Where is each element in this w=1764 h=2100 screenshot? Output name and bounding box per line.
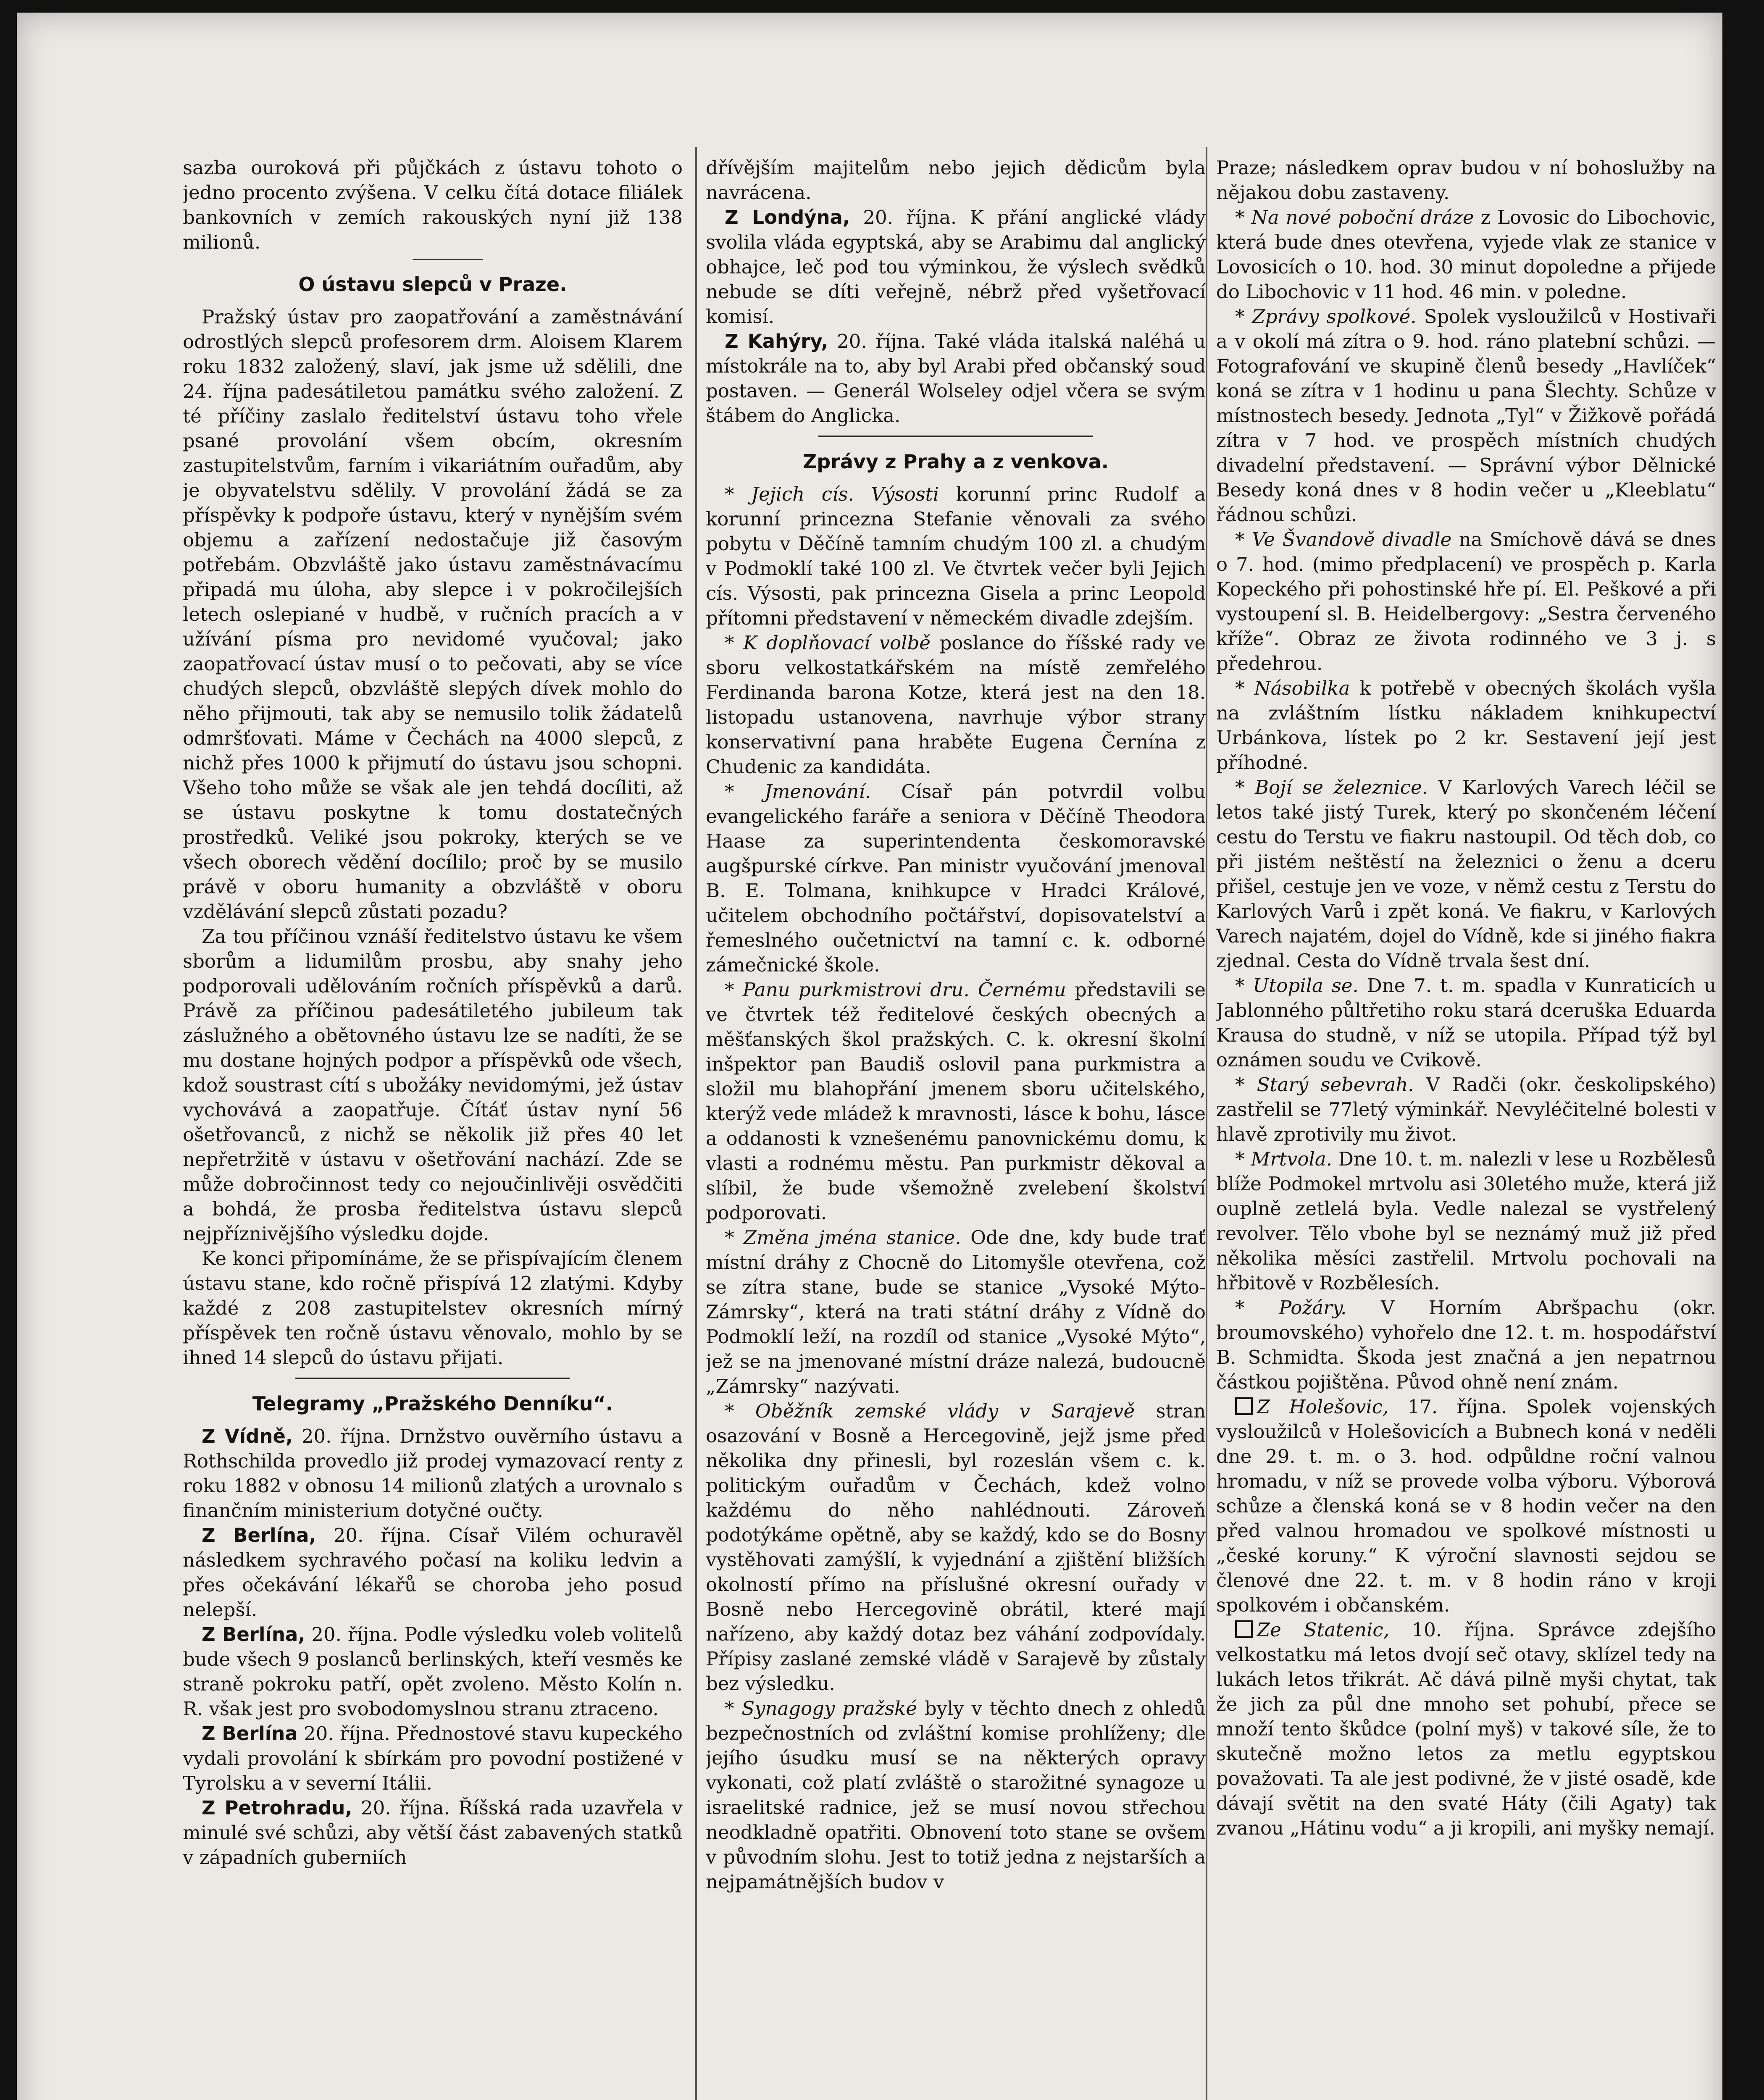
paragraph: Pražský ústav pro zaopatřování a zaměstnávání odrostlých slepců profesorem drm. Aloisem Klarem roku 1832 založený, slaví, jak jsme už sdělili, dne 24. října padesátiletou památku svého založení. Z té příčiny zaslalo ředitelství ústavu toho vřele psané provolání všem obcím, okresním zastupitelstvům, farním i vikariátním ouřadům, aby je obyvatelstvu sdělily. V provolání žádá se za příspěvky k podpoře ústavu, který v nynějším svém objemu a zařízení nedostačuje již časovým potřebám. Obzvláště jako ústavu zaměstnávacímu připadá mu úloha, aby slepce i v pokročilejších letech oslepiané v hudbě, v ručních pracích a v užívání písma pro nevidomé vyučoval; jako zaopatřovací ústav musí o to pečovati, aby se více chudých slepců, obzvláště slepých dívek mohlo do něho přijmouti, tak aby se nemusilo tolik žádatelů odmršťovati. Máme v Čechách na 4000 slepců, z nichž přes 1000 k přijmutí do ústavu jsou schopni. Všeho toho může se však ale jen tehdá docíliti, až se ústavu poskytne k tomu dostatečných prostředků. Veliké jsou pokroky, kterých se ve všech oborech vědění docílilo; proč by se musilo právě v oboru humanity a obzvláště v oboru vzdělávání slepců zůstati pozadu?: [183, 306, 683, 923]
news-item: [1216, 775, 1716, 973]
news-item: [1216, 527, 1716, 676]
telegram-item: [183, 1622, 683, 1721]
news-text: korunní princ Rudolf a korunní princezna Stefanie věnovali za svého pobytu v Děčíně tamním chudým 100 zl. a chudým v Podmoklí také 100 zl. Ve čtvrtek večer byli Jejich cís. Výsosti, pak princezna Gisela a princ Leopold přítomni představení v německém divadle zdejším.: [706, 483, 1206, 629]
telegram-lead: Z Berlína,: [202, 1623, 305, 1646]
news-lead: * Zprávy spolkové.: [1235, 305, 1417, 328]
telegram-item: [183, 1796, 683, 1870]
telegram-lead: Z Vídně,: [202, 1425, 293, 1447]
heading-telegramy: Telegramy „Pražského Denníku“.: [252, 1392, 613, 1415]
column-1: [183, 155, 683, 2100]
telegram-item: [706, 329, 1206, 428]
telegram-text: 20. října. Podle výsledku voleb volitelů bude všech 9 poslanců berlinských, kteří vesměs ke straně pokroku patří, opět zvoleno. Město Kolín n. R. však jest pro svobodomyslnou stranu ztraceno.: [183, 1623, 683, 1720]
news-item: [706, 1696, 1206, 1894]
news-text: Ode dne, kdy bude trať místní dráhy z Chocně do Litomyšle otevřena, což se zítra stane, bude se stanice „Vysoké Mýto-Zámrsky“, která na trati státní dráhy z Vídně do Podmoklí leží, na rozdíl od stanice „Vysoké Mýto“, jež se na jmenované místní dráze nalezá, budoucně „Zámrsky“ nazývati.: [706, 1226, 1206, 1397]
news-item: [1216, 1072, 1716, 1147]
news-item: [1216, 304, 1716, 527]
news-text: V Radči (okr. českolipského) zastřelil se 77letý výminkář. Nevyléčitelné bolesti v hlavě zprotivily mu život.: [1216, 1074, 1716, 1145]
telegram-text: 20. října. Také vláda italská naléhá u místokrále na to, aby byl Arabi před občanský soud postaven. — Generál Wolseley odjel včera se svým štábem do Anglicka.: [706, 330, 1206, 427]
news-text: byly v těchto dnech z ohledů bezpečnostních od zvláštní komise prohlíženy; dle jejího úsudku musí se na některých opravy vykonati, což platí zvláště o starožitné synagoze u israelitské radnice, jež se musí novou střechou neodkladně opatřiti. Obnovení toto stane se ovšem v původním slohu. Jest to totiž jedna z nejstarších a nejpamátnějších budov v: [706, 1697, 1206, 1893]
telegram-item: [183, 1523, 683, 1622]
news-text: představili se ve čtvrtek též ředitelové českých obecných a měšťanských škol pražských. C. k. okresní školní inšpektor pan Baudiš oslovil pana purkmistra a složil mu blahopřání jmenem sboru učitelského, kterýž vede mládež k mravnosti, lásce k bohu, lásce a oddanosti k vznešenému panovnickému domu, k vlasti a rodnému městu. Pan purkmistr děkoval a slíbil, že bude všemožně zvelebení školství podporovati.: [706, 979, 1206, 1224]
telegram-text: 20. října. K přání anglické vlády svolila vláda egyptská, aby se Arabimu dal anglický obhajce, leč pod tou výminkou, že výslech svědků nebude se díti veřejně, nébrž před vyšetřovací komisí.: [706, 206, 1206, 328]
news-item: [1216, 205, 1716, 304]
news-item: [1216, 1295, 1716, 1394]
heading-slepci: O ústavu slepců v Praze.: [298, 273, 567, 296]
news-text: k potřebě v obecných školách vyšla na zvláštním lístku nákladem knihkupectví Urbánkova, lístek po 2 kr. Sestavení její jest příhodné.: [1216, 677, 1716, 774]
checkbox-square-icon: [1235, 1397, 1253, 1415]
news-item: [1216, 973, 1716, 1072]
news-lead: * Starý sebevrah.: [1235, 1074, 1414, 1096]
news-text: 17. října. Spolek vojenských vysloužilců v Holešovicích a Bubnech koná v neděli dne 29. t. m. o 3. hod. odpůldne roční valnou hromadu, v níž se provede volba výboru. Výborová schůze a členská koná se v 8 hodin večer na den před valnou hromadou ve spolkové místnosti u „české koruny.“ K výroční slavnosti sejdou se členové dne 22. t. m. v 8 hodin ráno v kroji spolkovém i občanském.: [1216, 1396, 1716, 1616]
news-text: stran osazování v Bosně a Hercegovině, jejž jsme před několika dny přinesli, byl rozeslán všem c. k. politickým ouřadům v Čechách, kdež volno každému do něho nahlédnouti. Zároveň podotýkáme opětně, aby se každý, kdo se do Bosny vystěhovati zamýšlí, k vyjednání a zjištění bližších okolností přímo na příslušné okresní ouřady v Bosně nebo Hercegovině obrátil, které mají nařízeno, aby každý dotaz bez váhání zodpovídaly. Přípisy zaslané zemské vládě v Sarajevě by zůstaly bez výsledku.: [706, 1400, 1206, 1695]
news-text: z Lovosic do Libochovic, která bude dnes otevřena, vyjede vlak ze stanice v Lovosicích o 10. hod. 30 minut dopoledne a přijede do Libochovic v 11 hod. 46 min. v poledne.: [1216, 206, 1716, 303]
news-lead: * Panu purkmistrovi dru. Černému: [725, 979, 1066, 1001]
checkbox-square-icon: [1235, 1620, 1253, 1638]
short-divider: [413, 259, 483, 260]
paragraph: sazba ouroková při půjčkách z ústavu tohoto o jedno procento zvýšena. V celku čítá dotace filiálek bankovních v zemích rakouských nyní již 138 milionů.: [183, 157, 683, 253]
news-lead: * Bojí se železnice.: [1235, 776, 1428, 798]
telegram-text: 20. října. Drnžstvo ouvěrního ústavu a Rothschilda provedlo již prodej vymazovací renty z roku 1882 v obnosu 14 milionů zlatých a urovnalo s finančním ministerium dotyčné oučty.: [183, 1425, 683, 1522]
column-2: [706, 155, 1206, 2100]
column-rule-left: [695, 147, 697, 2100]
news-item: [706, 977, 1206, 1225]
news-lead: * Změna jména stanice.: [725, 1226, 961, 1249]
news-lead: * Synagogy pražské: [725, 1697, 917, 1719]
telegram-item: [183, 1424, 683, 1523]
news-item: [1216, 676, 1716, 775]
news-item: [706, 482, 1206, 630]
news-lead: * Na nové poboční dráze: [1235, 206, 1474, 228]
news-item: [1216, 1147, 1716, 1295]
section-divider: [295, 1378, 570, 1379]
newspaper-page: [17, 13, 1722, 2100]
news-item: [706, 779, 1206, 977]
news-text: V Horním Abršpachu (okr. broumovského) vyhořelo dne 12. t. m. hospodářství B. Schmidta. Škoda jest značná a jen nepatrnou částkou pojištěna. Původ ohně není znám.: [1216, 1297, 1716, 1393]
paragraph: Za tou příčinou vznáší ředitelstvo ústavu ke všem sborům a lidumilům prosbu, aby snahy jeho podporovali udělováním ročních příspěvků a darů. Právě za příčinou padesátiletého jubileum tak záslužného a obětovného ústavu lze se nadíti, že se mu dostane hojných podpor a příspěvků ode všech, kdož soustrast cítí s ubožáky nevidomými, jež ústav vychovává a zaopatřuje. Čítáť ústav nyní 56 ošetřovanců, z nichž se několik již přes 40 let nepřetržitě v ústavu v ošetřování nachází. Zde se může dobročinnost tedy co nejoučinlivěji osvědčiti a bohdá, že prosba ředitelstva ústavu slepců nejpříznivějšího výsledku dojde.: [183, 925, 683, 1245]
news-lead: * Jmenování.: [725, 780, 871, 803]
news-item: [706, 1399, 1206, 1696]
news-lead: * Jejich cís. Výsosti: [725, 483, 939, 505]
news-item: [706, 1225, 1206, 1399]
paragraph: Praze; následkem oprav budou v ní bohoslužby na nějakou dobu zastaveny.: [1216, 157, 1716, 204]
column-3: [1216, 155, 1716, 2100]
telegram-lead: Z Petrohradu,: [202, 1797, 352, 1819]
telegram-text: 20. října. Říšská rada uzavřela v minulé své schůzi, aby větší část zabavených statků v západních guberniích: [183, 1797, 683, 1869]
paragraph: dřívějším majitelům nebo jejich dědicům byla navrácena.: [706, 157, 1206, 204]
column-rule-right: [1206, 147, 1207, 2100]
news-item: [1216, 1394, 1716, 1617]
news-lead: * Požáry.: [1235, 1297, 1347, 1319]
news-lead: * Utopila se.: [1235, 974, 1359, 997]
heading-zpravy: Zprávy z Prahy a z venkova.: [802, 450, 1109, 473]
telegram-lead: Z Berlína: [202, 1722, 298, 1745]
news-lead: * Oběžník zemské vlády v Sarajevě: [725, 1400, 1135, 1422]
news-lead: * Ve Švandově divadle: [1235, 528, 1452, 551]
telegram-lead: Z Londýna,: [725, 206, 850, 228]
telegram-item: [706, 205, 1206, 329]
news-item: [1216, 1617, 1716, 1840]
telegram-lead: Z Berlína,: [202, 1524, 316, 1546]
news-lead: Z Holešovic,: [1257, 1396, 1389, 1418]
news-lead: * Mrtvola.: [1235, 1148, 1333, 1170]
paragraph: Ke konci připomínáme, že se přispívajícím členem ústavu stane, kdo ročně přispívá 12 zlatými. Kdyby každé z 208 zastupitelstev okresních mírný příspěvek ten ročně ústavu věnovalo, mohlo by se ihned 14 slepců do ústavu přijati.: [183, 1247, 683, 1369]
news-text: Spolek vysloužilců v Hostivaři a v okolí má zítra o 9. hod. ráno platební schůzi. — Fotografování ve skupině členů besedy „Havlíček“ koná se zítra v 1 hodinu u pana Šlechty. Schůze v místnostech besedy. Jednota „Tyl“ v Žižkově pořádá zítra v 7 hod. ve prospěch místních chudých divadelní představení. — Správní výbor Dělnické Besedy koná dnes v 8 hodin večer u „Kleeblatu“ řádnou schůzi.: [1216, 305, 1716, 526]
news-text: poslance do říšské rady ve sboru velkostatkářském na místě zemřelého Ferdinanda barona Kotze, která jest na den 18. listopadu ustanovena, navrhuje výbor strany konservativní pana hraběte Eugena Černína z Chudenic za kandidáta.: [706, 632, 1206, 778]
news-text: 10. října. Správce zdejšího velkostatku má letos dvojí seč otavy, sklízel tedy na lukách letos třikrát. Ač dává pilně myši chytat, tak že jich za půl dne mnoho set pohubí, přece se množí tento škůdce (polní myš) v takové síle, že to skutečně možno letos za metlu egyptskou považovati. Ta ale jest podivné, že v jisté osadě, kde dávají světit na den svaté Háty (čili Agaty) tak zvanou „Hátinu vodu“ a ji kropili, ani myšky nemají.: [1216, 1619, 1716, 1839]
news-text: V Karlových Varech léčil se letos také jistý Turek, který po skončeném léčení cestu do Terstu ve fiakru nastoupil. Od těch dob, co při jistém neštěstí na železnici o ženu a dceru přišel, cestuje jen ve voze, v němž cestu z Terstu do Karlových Varů i zpět koná. Ve fiakru, v Karlových Varech najatém, dojel do Vídně, kde si jiného fiakra zjednal. Cesta do Vídně trvala šest dní.: [1216, 776, 1716, 972]
telegram-item: [183, 1721, 683, 1796]
news-lead: * K doplňovací volbě: [725, 632, 931, 654]
news-lead: Ze Statenic,: [1257, 1619, 1389, 1641]
news-item: [706, 630, 1206, 779]
telegram-text: 20. října. Přednostové stavu kupeckého vydali provolání k sbírkám pro povodní postižené v Tyrolsku a v severní Itálii.: [183, 1722, 683, 1794]
news-text: Dne 7. t. m. spadla v Kunraticích u Jablonného půltřetiho roku stará dceruška Eduarda Krausa do studně, v níž se utopila. Případ týž byl oznámen soudu ve Cvikově.: [1216, 974, 1716, 1071]
news-text: na Smíchově dává se dnes o 7. hod. (mimo předplacení) ve prospěch p. Karla Kopeckého při pohostinské hře pí. El. Peškové a při vystoupení sl. B. Heidelbergovy: „Sestra červeného kříže“. Obraz ze života rodinného ve 3 j. s předehrou.: [1216, 528, 1716, 675]
section-divider: [818, 436, 1094, 437]
news-text: Dne 10. t. m. nalezli v lese u Rozbělesů blíže Podmokel mrtvolu asi 30letého muže, která již ouplně zetlelá byla. Vedle nalezal se vystřelený revolver. Tělo vbohe byl se neznámý muž již před několika měsíci zastřelil. Mrtvolu pochovali na hřbitově v Rozbělesích.: [1216, 1148, 1716, 1294]
telegram-text: 20. října. Císař Vilém ochuravěl následkem sychravého počasí na koliku ledvin a přes očekávání lékařů se choroba jeho posud nelepší.: [183, 1524, 683, 1621]
telegram-lead: Z Kahýry,: [725, 330, 828, 352]
news-lead: * Násobilka: [1235, 677, 1350, 699]
news-text: Císař pán potvrdil volbu evangelického faráře a seniora v Děčíně Theodora Haase za superintendenta českomoravské augšpurské církve. Pan ministr vyučování jmenoval B. E. Tolmana, knihkupce v Hradci Králové, učitelem obchodního počtářství, dopisovatelství a řemeslného oučetnictví na tamní c. k. odborné zámečnické škole.: [706, 780, 1206, 976]
